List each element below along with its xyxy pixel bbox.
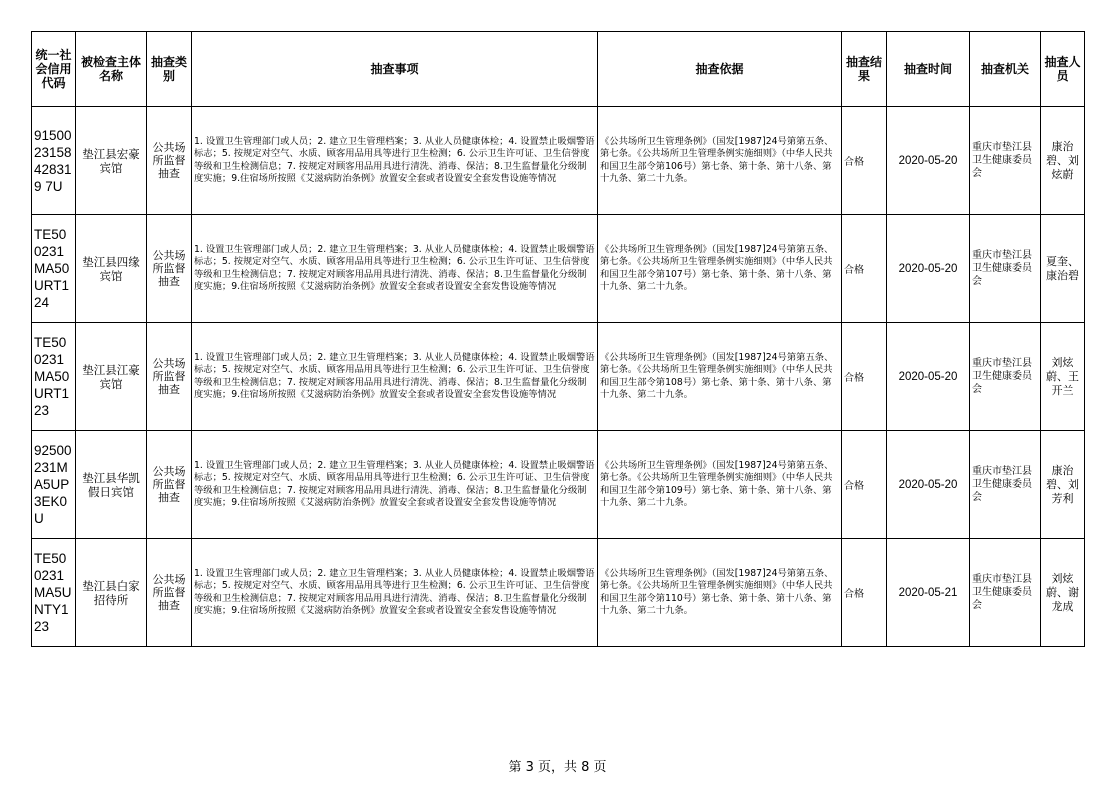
table-row (32, 107, 1085, 215)
header-result: 抽查结果 (842, 32, 887, 107)
inspection-agency: 重庆市垫江县卫生健康委员会 (970, 107, 1041, 215)
table-header-row (32, 32, 1085, 107)
credit-code: TE500231MA5UNTY123 (32, 539, 76, 647)
inspection-basis: 《公共场所卫生管理条例》（国发[1987]24号第第五条、第七条。《公共场所卫生管理条例实施细则》（中华人民共和国卫生部令第107号）第七条、第十条、第十八条、第十九条、第二十九条。 (598, 215, 842, 323)
inspection-items: 1. 设置卫生管理部门或人员；2. 建立卫生管理档案；3. 从业人员健康体检；4. 设置禁止吸烟警语标志；5. 按规定对空气、水质、顾客用品用具等进行卫生检测；6. 公示卫生许可证、卫生信誉度等级和卫生检测信息；7. 按规定对顾客用品用具进行清洗、消毒、保洁；8.卫生监督量化分级制度实施；9.住宿场所按照《艾滋病防治条例》放置安全套或者设置安全套发售设施等情况 (192, 107, 598, 215)
credit-code: TE500231MA50URT123 (32, 323, 76, 431)
inspection-category: 公共场所监督抽查 (147, 539, 192, 647)
inspection-basis: 《公共场所卫生管理条例》（国发[1987]24号第第五条、第七条。《公共场所卫生管理条例实施细则》（中华人民共和国卫生部令第109号）第七条、第十条、第十八条、第十九条、第二十九条。 (598, 431, 842, 539)
header-agency: 抽查机关 (970, 32, 1041, 107)
inspection-agency: 重庆市垫江县卫生健康委员会 (970, 215, 1041, 323)
table-row (32, 323, 1085, 431)
page-number: 第 3 页，共 8 页 (508, 760, 607, 775)
inspection-agency: 重庆市垫江县卫生健康委员会 (970, 539, 1041, 647)
inspection-table (31, 31, 1085, 647)
header-code: 统一社会信用代码 (32, 32, 76, 107)
inspection-date: 2020-05-21 (887, 539, 970, 647)
inspectors: 康治碧、刘芳利 (1041, 431, 1085, 539)
entity-name: 垫江县宏豪宾馆 (76, 107, 147, 215)
table-row (32, 431, 1085, 539)
inspection-category: 公共场所监督抽查 (147, 323, 192, 431)
inspection-date: 2020-05-20 (887, 215, 970, 323)
header-name: 被检查主体名称 (76, 32, 147, 107)
header-items: 抽查事项 (192, 32, 598, 107)
inspection-date: 2020-05-20 (887, 323, 970, 431)
credit-code: 92500231MA5UP3EK0U (32, 431, 76, 539)
inspection-result: 合格 (842, 539, 887, 647)
header-date: 抽查时间 (887, 32, 970, 107)
inspection-items: 1. 设置卫生管理部门或人员；2. 建立卫生管理档案；3. 从业人员健康体检；4. 设置禁止吸烟警语标志；5. 按规定对空气、水质、顾客用品用具等进行卫生检测；6. 公示卫生许可证、卫生信誉度等级和卫生检测信息；7. 按规定对顾客用品用具进行清洗、消毒、保洁；8.卫生监督量化分级制度实施；9.住宿场所按照《艾滋病防治条例》放置安全套或者设置安全套发售设施等情况 (192, 431, 598, 539)
entity-name: 垫江县白家招待所 (76, 539, 147, 647)
inspection-basis: 《公共场所卫生管理条例》（国发[1987]24号第第五条、第七条。《公共场所卫生管理条例实施细则》（中华人民共和国卫生部令第108号）第七条、第十条、第十八条、第十九条、第二十九条。 (598, 323, 842, 431)
entity-name: 垫江县四缘宾馆 (76, 215, 147, 323)
header-basis: 抽查依据 (598, 32, 842, 107)
table-row (32, 539, 1085, 647)
inspection-result: 合格 (842, 107, 887, 215)
inspection-result: 合格 (842, 323, 887, 431)
inspection-result: 合格 (842, 431, 887, 539)
inspection-date: 2020-05-20 (887, 431, 970, 539)
inspection-category: 公共场所监督抽查 (147, 431, 192, 539)
inspection-agency: 重庆市垫江县卫生健康委员会 (970, 323, 1041, 431)
inspectors: 刘炫蔚、王开兰 (1041, 323, 1085, 431)
inspection-agency: 重庆市垫江县卫生健康委员会 (970, 431, 1041, 539)
credit-code: TE500231MA50URT124 (32, 215, 76, 323)
inspection-basis: 《公共场所卫生管理条例》（国发[1987]24号第第五条、第七条。《公共场所卫生管理条例实施细则》（中华人民共和国卫生部令第106号）第七条、第十条、第十八条、第十九条、第二十九条。 (598, 107, 842, 215)
header-category: 抽查类别 (147, 32, 192, 107)
table-row (32, 215, 1085, 323)
inspection-date: 2020-05-20 (887, 107, 970, 215)
inspectors: 康治碧、刘炫蔚 (1041, 107, 1085, 215)
credit-code: 9150023158428319 7U (32, 107, 76, 215)
inspectors: 刘炫蔚、谢龙成 (1041, 539, 1085, 647)
inspection-result: 合格 (842, 215, 887, 323)
inspection-basis: 《公共场所卫生管理条例》（国发[1987]24号第第五条、第七条。《公共场所卫生管理条例实施细则》（中华人民共和国卫生部令第110号）第七条、第十条、第十八条、第十九条、第二十九条。 (598, 539, 842, 647)
inspectors: 夏奎、康治碧 (1041, 215, 1085, 323)
entity-name: 垫江县华凯假日宾馆 (76, 431, 147, 539)
inspection-items: 1. 设置卫生管理部门或人员；2. 建立卫生管理档案；3. 从业人员健康体检；4. 设置禁止吸烟警语标志；5. 按规定对空气、水质、顾客用品用具等进行卫生检测；6. 公示卫生许可证、卫生信誉度等级和卫生检测信息；7. 按规定对顾客用品用具进行清洗、消毒、保洁；8.卫生监督量化分级制度实施；9.住宿场所按照《艾滋病防治条例》放置安全套或者设置安全套发售设施等情况 (192, 215, 598, 323)
inspection-category: 公共场所监督抽查 (147, 107, 192, 215)
inspection-category: 公共场所监督抽查 (147, 215, 192, 323)
entity-name: 垫江县江豪宾馆 (76, 323, 147, 431)
inspection-items: 1. 设置卫生管理部门或人员；2. 建立卫生管理档案；3. 从业人员健康体检；4. 设置禁止吸烟警语标志；5. 按规定对空气、水质、顾客用品用具等进行卫生检测；6. 公示卫生许可证、卫生信誉度等级和卫生检测信息；7. 按规定对顾客用品用具进行清洗、消毒、保洁；8.卫生监督量化分级制度实施；9.住宿场所按照《艾滋病防治条例》放置安全套或者设置安全套发售设施等情况 (192, 539, 598, 647)
inspection-items: 1. 设置卫生管理部门或人员；2. 建立卫生管理档案；3. 从业人员健康体检；4. 设置禁止吸烟警语标志；5. 按规定对空气、水质、顾客用品用具等进行卫生检测；6. 公示卫生许可证、卫生信誉度等级和卫生检测信息；7. 按规定对顾客用品用具进行清洗、消毒、保洁；8.卫生监督量化分级制度实施；9.住宿场所按照《艾滋病防治条例》放置安全套或者设置安全套发售设施等情况 (192, 323, 598, 431)
header-inspectors: 抽查人员 (1041, 32, 1085, 107)
